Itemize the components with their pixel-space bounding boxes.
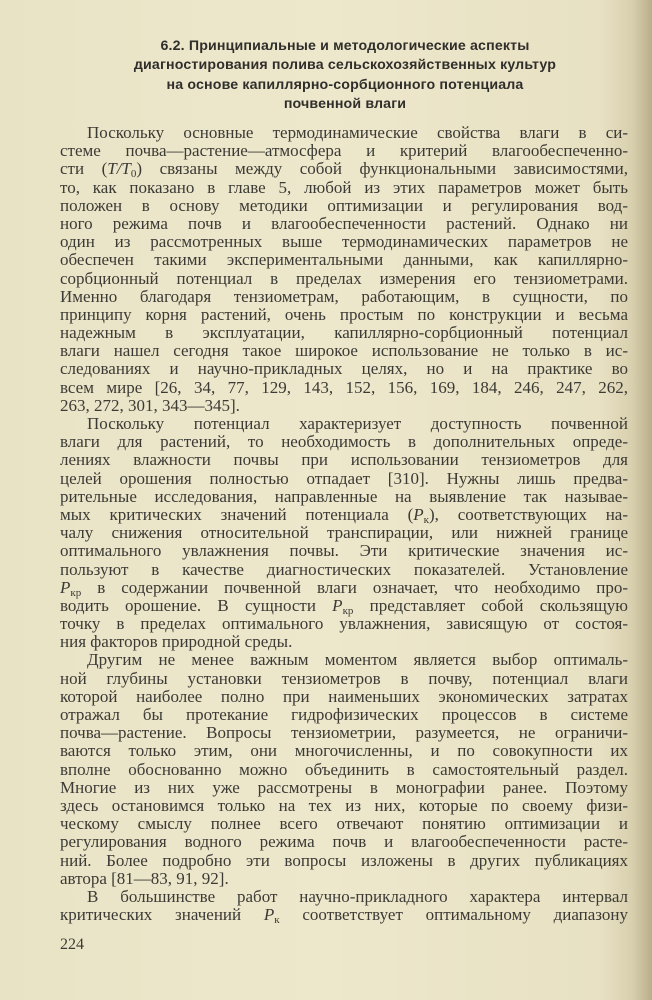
text-line: один из рассмотренных выше термодинамических параметров не [60,232,628,252]
paragraph [60,886,629,927]
text-line [60,597,628,615]
text-line: точку в пределах оптимального увлажнения, зависящую от состоя- [60,614,628,634]
text-line: влаги нашел сегодня такое широкое использование не только в ис- [60,341,628,361]
text-segment: ) связаны между собой функциональными зависимостями, [136,159,628,179]
text-segment: мых критических значений потенциала ( [60,504,414,524]
text-line: почва—растение. Вопросы тензиометрии, разумеется, не ограничи- [60,723,628,743]
text-line: чалу снижения относительной транспирации, или нижней границе [60,523,628,543]
text-line: регулирования водного режима почв и влагообеспеченности расте- [60,832,628,852]
text-line: автора [81—83, 91, 92]. [60,868,229,888]
text-line: сорбционный потенциал в пределах измерения его тензиометрами. [60,268,628,288]
text-segment: соответствует оптимальному диапазону [279,905,629,925]
text-line: ческому смыслу полнее всего отвечают понятию оптимизации и [60,814,628,834]
text-line: ной глубины установки тензиометров в почву, потенциал влаги [60,668,628,688]
text-line: всем мире [26, 34, 77, 129, 143, 152, 156, 169, 184, 246, 247, 262, [60,377,628,397]
text-segment: ), соответствующих на- [429,504,628,524]
text-line: целей орошения полностью отпадает [310]. Нужны лишь предва- [60,468,628,488]
text-line: В большинстве работ научно-прикладного характера интервал [87,886,628,906]
heading-line: на основе капиллярно-сорбционного потенциала [166,76,524,93]
text-line: оптимального увлажнения почвы. Эти критические значения ис- [60,541,628,561]
subscript: к [274,914,280,927]
paragraph [60,651,628,887]
text-segment: сти ( [60,159,108,179]
text-line [60,905,629,927]
section-heading [90,37,600,114]
text-line [60,579,628,597]
text-line: отражал бы протекание гидрофизических процессов в системе [60,705,628,724]
math-symbol: T/T [107,159,131,179]
text-line: Другим не менее важным моментом является выбор оптималь- [87,650,628,670]
text-line: обеспечен такими экспериментальными данными, как капиллярно- [60,250,628,270]
math-symbol: P [413,504,424,524]
math-symbol: P [60,577,71,597]
text-line: здесь остановимся только на тех из них, которые по своему физи- [60,795,628,815]
math-symbol: P [332,595,343,615]
subscript: кр [342,604,354,617]
subscript: 0 [130,168,137,181]
text-line: ния факторов природной среды. [60,632,293,652]
text-line: положен в основу методики оптимизации и регулирования вод- [60,195,628,215]
paragraph [60,415,628,651]
text-line: лениях влажности почвы при использовании тензиометров для [60,450,628,470]
text-line: пользуют в качестве диагностических показателей. Установление [60,559,628,579]
body-text [60,123,629,927]
text-line: Именно благодаря тензиометрам, работающим, в сущности, по [60,286,628,306]
text-segment: в содержании почвенной влаги означает, что необходимо про- [81,577,628,597]
text-line: надежным в эксплуатации, капиллярно-сорбционный потенциал [60,323,628,343]
text-line: вполне обоснованно можно объединить в самостоятельный раздел. [60,759,628,779]
text-line: Поскольку основные термодинамические свойства влаги в си- [87,123,628,142]
text-line: 263, 272, 301, 343—345]. [60,395,240,415]
page-number: 224 [60,936,84,953]
text-line: принципу корня растений, очень простым по конструкции и весьма [60,304,628,324]
text-line: то, как показано в главе 5, любой из этих параметров может быть [60,177,628,197]
subscript: кр [70,586,82,599]
heading-line: почвенной влаги [283,95,407,112]
text-line [60,159,628,181]
heading-line: 6.2. Принципиальные и методологические аспекты [160,38,530,54]
text-line: ваются только этим, они многочисленны, и по совокупности их [60,741,628,761]
text-line: стеме почва—растение—атмосфера и критерий влагообеспеченно- [60,141,628,161]
heading-line: диагностирования полива сельскохозяйственных культур [133,57,557,74]
text-line: ного режима почв и влагообеспеченности растений. Однако ни [60,213,628,233]
text-segment: водить орошение. В сущности [60,595,333,615]
paragraph [60,124,628,415]
text-line: Поскольку потенциал характеризует доступность почвенной [87,414,628,433]
text-segment: представляет собой скользящую [353,595,628,615]
text-line: которой наиболее полно при наименьших экономических затратах [60,686,628,706]
text-line: Многие из них уже рассмотрены в монографии ранее. Поэтому [60,777,628,797]
subscript: к [423,513,430,526]
text-line: рительные исследования, направленные на выявление так называе- [60,486,628,506]
text-line: влаги для растений, то необходимость в дополнительных опреде- [60,432,628,452]
text-line: ний. Более подробно эти вопросы изложены в других публикациях [60,850,628,870]
math-symbol: P [263,905,275,925]
text-segment: критических значений [60,905,264,925]
text-line [60,506,628,524]
text-line: следованиях и научно-прикладных целях, но и на практике во [60,359,628,379]
